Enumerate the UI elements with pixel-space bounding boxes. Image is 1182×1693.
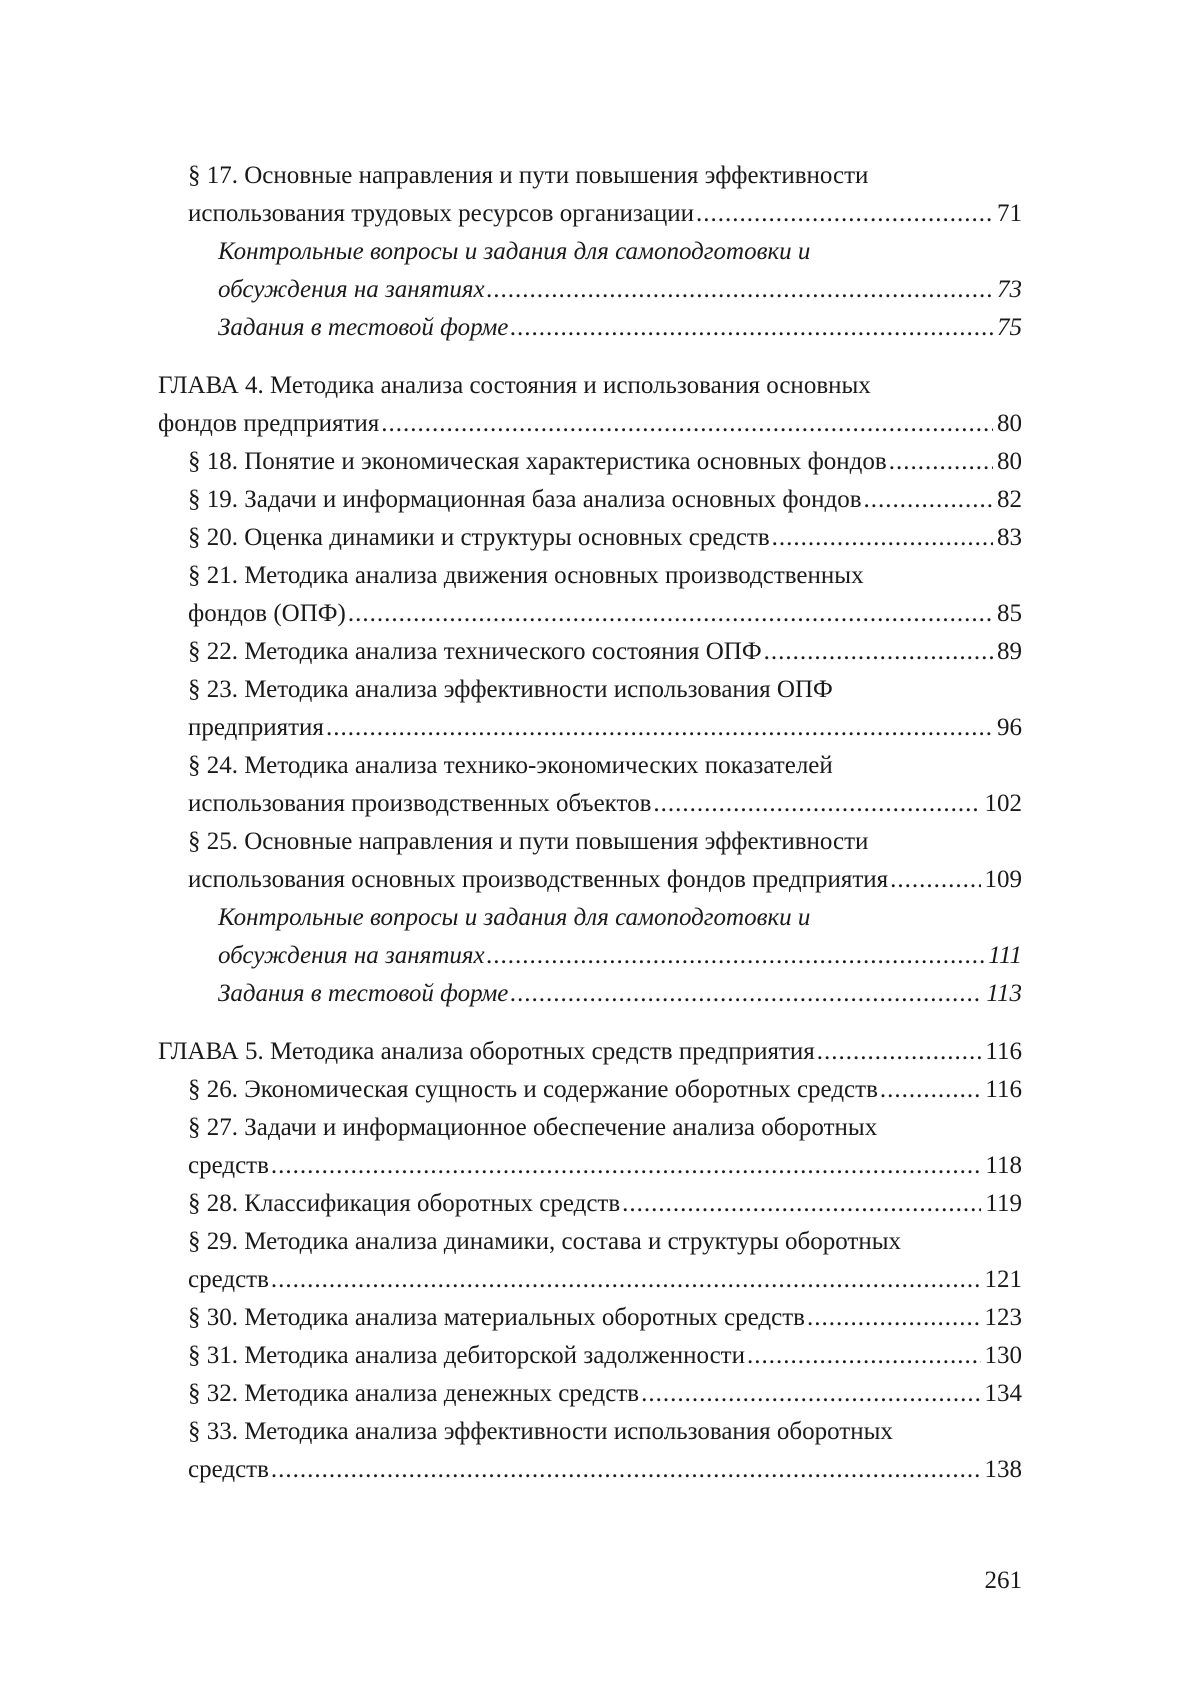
toc-entry-text: § 32. Методика анализа денежных средств: [188, 1380, 640, 1407]
toc-entry-line: [158, 1223, 1022, 1261]
toc-entry-line: [158, 367, 1022, 405]
toc-entry-text: Задания в тестовой форме: [218, 980, 509, 1007]
toc-entry-text: § 19. Задачи и информационная база анализа основных фондов: [188, 486, 862, 513]
toc-page-number: 130: [984, 1342, 1022, 1369]
toc-page-number: 138: [984, 1456, 1022, 1483]
toc-page-number: 82: [997, 486, 1022, 513]
toc-entry-line: [158, 823, 1022, 861]
toc-entry-text: § 31. Методика анализа дебиторской задолженности: [188, 1342, 745, 1369]
section-gap: [158, 1013, 1022, 1033]
toc-entry-text: § 17. Основные направления и пути повышения эффективности: [188, 162, 869, 189]
toc-page-number: 109: [984, 866, 1022, 893]
dot-leader: [764, 633, 993, 671]
toc-page-number: 116: [985, 1038, 1022, 1065]
toc-page-number: 134: [984, 1380, 1022, 1407]
toc-entry-line: [158, 747, 1022, 785]
toc-page-number: 111: [988, 942, 1022, 969]
toc-entry-text: использования основных производственных фондов предприятия: [188, 866, 889, 893]
toc-entry-text: § 24. Методика анализа технико-экономических показателей: [188, 752, 833, 779]
dot-leader: [817, 1033, 982, 1071]
page-number: 261: [984, 1567, 1022, 1594]
toc-page-number: 118: [985, 1152, 1022, 1179]
toc-page-number: 121: [984, 1266, 1022, 1293]
toc-entry-line: [158, 899, 1022, 937]
toc-entry-line-last: [158, 861, 1022, 899]
dot-leader: [510, 309, 993, 347]
toc-entry-line-last: [158, 481, 1022, 519]
toc-entry-line-last: [158, 195, 1022, 233]
toc-entry-line-last: [158, 443, 1022, 481]
toc-entry-text: § 26. Экономическая сущность и содержание оборотных средств: [188, 1076, 878, 1103]
toc-entry-text: § 28. Классификация оборотных средств: [188, 1190, 621, 1217]
dot-leader: [510, 975, 982, 1013]
toc-entry-text: обсуждения на занятиях: [218, 276, 485, 303]
toc-entry-line-last: [158, 785, 1022, 823]
dot-leader: [807, 1299, 981, 1337]
dot-leader: [696, 195, 993, 233]
dot-leader: [653, 785, 980, 823]
toc-entry-line-last: [158, 309, 1022, 347]
toc-entry-line-last: [158, 937, 1022, 975]
toc-entry-text: § 30. Методика анализа материальных оборотных средств: [188, 1304, 805, 1331]
toc-entry-line-last: [158, 519, 1022, 557]
toc-page-number: 89: [997, 638, 1022, 665]
toc-entry-text: обсуждения на занятиях: [218, 942, 485, 969]
toc-entry-text: § 21. Методика анализа движения основных производственных: [188, 562, 864, 589]
toc-entry-line-last: [158, 1033, 1022, 1071]
toc-entry-text: § 23. Методика анализа эффективности использования ОПФ: [188, 676, 833, 703]
toc-entry-line: [158, 557, 1022, 595]
table-of-contents: [158, 157, 1022, 1489]
toc-entry-line-last: [158, 1071, 1022, 1109]
toc-page-number: 116: [985, 1076, 1022, 1103]
toc-entry-line: [158, 233, 1022, 271]
toc-entry-line-last: [158, 633, 1022, 671]
toc-entry-text: § 22. Методика анализа технического состояния ОПФ: [188, 638, 762, 665]
toc-entry-line-last: [158, 1147, 1022, 1185]
toc-entry-text: использования производственных объектов: [188, 790, 652, 817]
toc-entry-text: Контрольные вопросы и задания для самоподготовки и: [218, 904, 811, 931]
toc-entry-text: средств: [188, 1456, 269, 1483]
dot-leader: [622, 1185, 981, 1223]
toc-entry-text: § 29. Методика анализа динамики, состава и структуры оборотных: [188, 1228, 902, 1255]
toc-entry-line-last: [158, 1261, 1022, 1299]
toc-page-number: 73: [997, 276, 1022, 303]
dot-leader: [641, 1375, 980, 1413]
dot-leader: [889, 443, 993, 481]
toc-entry-line: [158, 1109, 1022, 1147]
dot-leader: [326, 709, 993, 747]
dot-leader: [348, 595, 993, 633]
dot-leader: [864, 481, 993, 519]
toc-entry-text: средств: [188, 1266, 269, 1293]
dot-leader: [381, 405, 993, 443]
toc-entry-line-last: [158, 595, 1022, 633]
toc-entry-line: [158, 671, 1022, 709]
toc-entry-text: Задания в тестовой форме: [218, 314, 509, 341]
toc-page-number: 80: [997, 448, 1022, 475]
toc-page-number: 71: [997, 200, 1022, 227]
toc-entry-line-last: [158, 1375, 1022, 1413]
toc-entry-line-last: [158, 975, 1022, 1013]
toc-entry-text: фондов предприятия: [158, 410, 380, 437]
toc-page-number: 96: [997, 714, 1022, 741]
toc-entry-text: § 27. Задачи и информационное обеспечение анализа оборотных: [188, 1114, 878, 1141]
toc-entry-text: § 18. Понятие и экономическая характеристика основных фондов: [188, 448, 887, 475]
toc-page-number: 113: [986, 980, 1022, 1007]
toc-page-number: 123: [984, 1304, 1022, 1331]
dot-leader: [271, 1147, 982, 1185]
toc-page-number: 80: [997, 410, 1022, 437]
toc-page-number: 119: [985, 1190, 1022, 1217]
toc-entry-text: ГЛАВА 4. Методика анализа состояния и использования основных: [158, 372, 871, 399]
toc-entry-text: фондов (ОПФ): [188, 600, 346, 627]
section-gap: [158, 347, 1022, 367]
dot-leader: [880, 1071, 982, 1109]
toc-entry-text: § 20. Оценка динамики и структуры основных средств: [188, 524, 770, 551]
toc-entry-text: § 25. Основные направления и пути повышения эффективности: [188, 828, 869, 855]
toc-entry-line-last: [158, 1337, 1022, 1375]
toc-page-number: 85: [997, 600, 1022, 627]
dot-leader: [487, 937, 985, 975]
toc-entry-text: § 33. Методика анализа эффективности использования оборотных: [188, 1418, 893, 1445]
toc-entry-line-last: [158, 405, 1022, 443]
toc-entry-text: предприятия: [188, 714, 324, 741]
dot-leader: [772, 519, 993, 557]
dot-leader: [487, 271, 993, 309]
toc-entry-text: средств: [188, 1152, 269, 1179]
toc-entry-text: Контрольные вопросы и задания для самоподготовки и: [218, 238, 811, 265]
dot-leader: [271, 1261, 981, 1299]
toc-entry-text: ГЛАВА 5. Методика анализа оборотных средств предприятия: [158, 1038, 815, 1065]
toc-entry-text: использования трудовых ресурсов организации: [188, 200, 694, 227]
toc-page-number: 75: [997, 314, 1022, 341]
dot-leader: [747, 1337, 981, 1375]
toc-page-number: 102: [984, 790, 1022, 817]
toc-entry-line-last: [158, 1299, 1022, 1337]
dot-leader: [890, 861, 980, 899]
toc-entry-line-last: [158, 709, 1022, 747]
toc-entry-line: [158, 157, 1022, 195]
toc-entry-line-last: [158, 1185, 1022, 1223]
toc-entry-line-last: [158, 271, 1022, 309]
toc-entry-line-last: [158, 1451, 1022, 1489]
toc-entry-line: [158, 1413, 1022, 1451]
dot-leader: [271, 1451, 981, 1489]
toc-page-number: 83: [997, 524, 1022, 551]
